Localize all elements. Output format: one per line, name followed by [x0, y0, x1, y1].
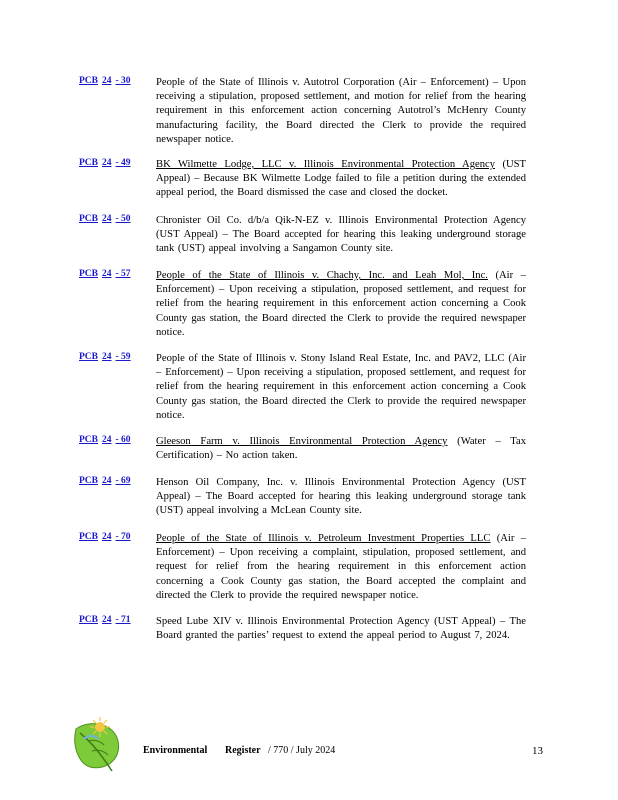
- case-link[interactable]: PCB 24 - 70: [79, 532, 131, 542]
- case-link[interactable]: PCB 24 - 50: [79, 214, 131, 224]
- entry-description: BK Wilmette Lodge, LLC v. Illinois Environmental Protection Agency (UST Appeal) – Because BK Wilmette Lodge failed to file a petition during the extended appeal period, the Board dismissed the case and closed the docket.: [156, 159, 526, 199]
- case-link[interactable]: PCB 24 - 57: [79, 269, 131, 279]
- case-link[interactable]: PCB 24 - 30: [79, 76, 131, 86]
- entry-description: People of the State of Illinois v. Chachy, Inc. and Leah Mol, Inc. (Air – Enforcement) – Upon receiving a stipulation, proposed settlement, and request for relief from the hearing requirement in this enforcement action concerning a Cook County gas station, the Board directed the Clerk to provide the required newspaper notice.: [156, 270, 527, 338]
- case-link[interactable]: PCB 24 - 59: [79, 352, 131, 362]
- entry-description: Speed Lube XIV v. Illinois Environmental Protection Agency (UST Appeal) – The Board granted the parties’ request to extend the appeal period to August 7, 2024.: [156, 616, 526, 642]
- case-link[interactable]: PCB 24 - 71: [79, 615, 131, 625]
- page-number: 13: [532, 745, 543, 757]
- footer-issue: / 770 / July 2024: [268, 745, 336, 756]
- case-link[interactable]: PCB 24 - 60: [79, 435, 131, 445]
- case-link[interactable]: PCB 24 - 69: [79, 476, 131, 486]
- entry-description: Chronister Oil Co. d/b/a Qik-N-EZ v. Illinois Environmental Protection Agency (UST Appeal) – The Board accepted for hearing this leaking underground storage tank (UST) appeal involving a Sangamon County site.: [156, 215, 526, 255]
- footer-environmental-label: Environmental: [143, 745, 208, 756]
- page-footer: [0, 705, 618, 785]
- entry-description: People of the State of Illinois v. Autotrol Corporation (Air – Enforcement) – Upon receiving a stipulation, proposed settlement, and motion for relief from the hearing requirement in this enforcement action concerning Autotrol’s McHenry County manufacturing facility, the Board directed the Clerk to provide the required newspaper notice.: [156, 77, 526, 145]
- entry-description: People of the State of Illinois v. Stony Island Real Estate, Inc. and PAV2, LLC (Air – Enforcement) – Upon receiving a stipulation, proposed settlement, and request for relief from the hearing requirement in this enforcement action concerning a Cook County gas station, the Board directed the Clerk to provide the required newspaper notice.: [156, 353, 526, 421]
- leaf-logo-icon: [70, 715, 124, 775]
- case-link[interactable]: PCB 24 - 49: [79, 158, 131, 168]
- entry-description: People of the State of Illinois v. Petroleum Investment Properties LLC (Air – Enforcement) – Upon receiving a complaint, stipulation, proposed settlement, and request for relief from the hearing requirement in this enforcement action concerning a Cook County gas station, the Board accepted the complaint and directed the Clerk to provide the required newspaper notice.: [156, 533, 526, 601]
- footer-register-label: Register: [225, 745, 261, 756]
- entry-description: Henson Oil Company, Inc. v. Illinois Environmental Protection Agency (UST Appeal) – The Board accepted for hearing this leaking underground storage tank (UST) appeal involving a McLean County site.: [156, 477, 526, 517]
- entry-description: Gleeson Farm v. Illinois Environmental Protection Agency (Water – Tax Certification) – No action taken.: [156, 436, 526, 462]
